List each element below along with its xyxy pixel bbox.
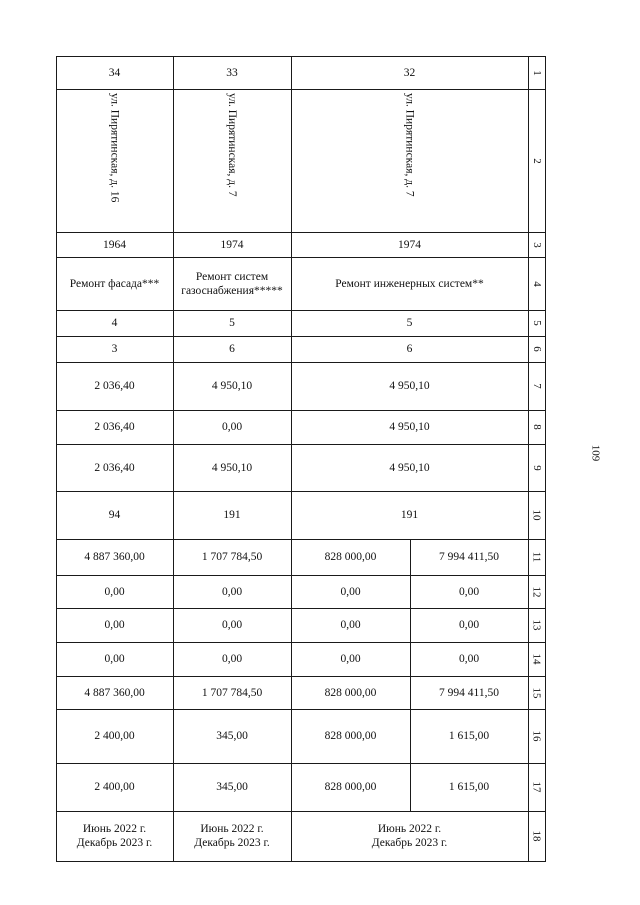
- work-period: Июнь 2022 г. Декабрь 2023 г.: [194, 823, 270, 849]
- work-type: Ремонт фасада***: [69, 277, 160, 290]
- page-number: 109: [589, 444, 601, 462]
- table-cell: 1 707 784,50: [201, 686, 263, 699]
- row-number: [528, 709, 545, 763]
- row-number-text: 4: [530, 280, 543, 287]
- table-cell: 0,00: [221, 421, 243, 433]
- address-cell: [56, 89, 173, 232]
- row-number: [528, 336, 545, 362]
- row-number-text: 7: [530, 383, 543, 389]
- row-number: [528, 608, 545, 642]
- row-number: [528, 310, 545, 336]
- table-cell: 2 036,40: [94, 461, 135, 474]
- work-type: Ремонт инженерных систем**: [335, 277, 484, 290]
- table-cell: 5: [406, 317, 413, 329]
- table-cell: 2 036,40: [94, 380, 135, 392]
- address-text: ул. Пирятинская, д. 7: [226, 93, 238, 197]
- row-number-text: 6: [530, 346, 543, 352]
- row-number-text: 3: [530, 241, 543, 248]
- table-cell: 7 994 411,50: [439, 551, 499, 563]
- table-cell: 4 950,10: [389, 421, 430, 433]
- table-cell: 0,00: [458, 619, 480, 631]
- table-cell: 5: [229, 317, 235, 329]
- address-text: ул. Пирятинская, д. 7: [403, 93, 416, 197]
- address-cell: [291, 89, 528, 232]
- table-cell: 4 950,10: [211, 461, 253, 474]
- table-cell: 0,00: [340, 585, 361, 598]
- table-cell: 0,00: [221, 619, 243, 631]
- table-cell: 345,00: [216, 730, 248, 742]
- row-number: [528, 763, 545, 811]
- table-cell: 0,00: [104, 585, 125, 598]
- table-cell: 828 000,00: [324, 730, 377, 742]
- table-cell: 6: [229, 343, 235, 355]
- grid-line: [545, 56, 546, 862]
- table-cell: 6: [406, 343, 413, 355]
- row-number: [528, 676, 545, 709]
- table-cell: 0,00: [458, 585, 480, 598]
- grid-line: [56, 861, 546, 862]
- table-cell: 191: [400, 509, 419, 521]
- table-cell: 0,00: [340, 653, 361, 665]
- table-cell: 7 994 411,50: [439, 686, 499, 699]
- table-cell: 1 615,00: [448, 730, 490, 742]
- table-cell: 2 400,00: [94, 781, 135, 793]
- row-number-text: 17: [530, 781, 543, 793]
- table-cell: 828 000,00: [324, 551, 377, 563]
- table-cell: 0,00: [221, 585, 243, 598]
- table-cell: 3: [111, 343, 118, 355]
- table-cell: 4: [111, 317, 118, 329]
- table-cell: 0,00: [340, 619, 361, 631]
- row-number: [528, 362, 545, 410]
- table-cell: 4 950,10: [211, 380, 253, 392]
- table-cell: 1974: [398, 238, 421, 251]
- column-number: 32: [403, 66, 416, 79]
- table-cell: 4 950,10: [389, 380, 430, 392]
- row-number: [528, 257, 545, 310]
- table-cell: 0,00: [458, 653, 480, 665]
- row-number: [528, 642, 545, 676]
- row-number: [528, 539, 545, 575]
- row-number: [528, 232, 545, 257]
- row-number: [528, 56, 545, 89]
- table-cell: 1 707 784,50: [201, 551, 263, 563]
- table-cell: 345,00: [216, 781, 248, 793]
- row-number-text: 10: [530, 509, 543, 521]
- row-number-text: 14: [530, 653, 543, 665]
- table-cell: 828 000,00: [324, 686, 377, 699]
- row-number-text: 18: [530, 830, 543, 842]
- work-period: Июнь 2022 г. Декабрь 2023 г.: [76, 823, 153, 849]
- table-cell: 1974: [220, 238, 244, 251]
- table-cell: 0,00: [104, 619, 125, 631]
- table-cell: 1964: [103, 238, 126, 251]
- table-cell: 0,00: [104, 653, 125, 665]
- row-number-text: 13: [530, 619, 543, 631]
- table-cell: 1 615,00: [448, 781, 490, 793]
- column-number: 33: [226, 66, 238, 79]
- address-cell: [173, 89, 291, 232]
- table-cell: 94: [108, 509, 121, 521]
- work-period: Июнь 2022 г. Декабрь 2023 г.: [371, 823, 448, 849]
- row-number-text: 12: [530, 586, 543, 597]
- table-cell: 4 950,10: [389, 461, 430, 474]
- column-number: 34: [108, 66, 121, 79]
- row-number-text: 1: [530, 69, 543, 76]
- row-number-text: 16: [530, 730, 543, 742]
- table-cell: 4 887 360,00: [84, 686, 145, 699]
- row-number: [528, 491, 545, 539]
- table-cell: 2 400,00: [94, 730, 135, 742]
- table-cell: 191: [223, 509, 241, 521]
- row-number: [528, 444, 545, 491]
- row-number: [528, 410, 545, 444]
- row-number-text: 11: [530, 551, 543, 563]
- work-type: Ремонт систем газоснабжения*****: [181, 270, 283, 297]
- row-number: [528, 575, 545, 608]
- row-number-text: 15: [530, 687, 543, 698]
- row-number-text: 9: [530, 464, 543, 471]
- table-cell: 0,00: [221, 653, 243, 665]
- table-cell: 828 000,00: [324, 781, 377, 793]
- row-number: [528, 89, 545, 232]
- address-text: ул. Пирятинская, д. 16: [108, 93, 121, 203]
- row-number-text: 2: [530, 157, 543, 164]
- row-number-text: 8: [530, 424, 543, 430]
- row-number-text: 5: [530, 320, 543, 326]
- table-cell: 4 887 360,00: [84, 551, 145, 563]
- table-cell: 2 036,40: [94, 421, 135, 433]
- row-number: [528, 811, 545, 861]
